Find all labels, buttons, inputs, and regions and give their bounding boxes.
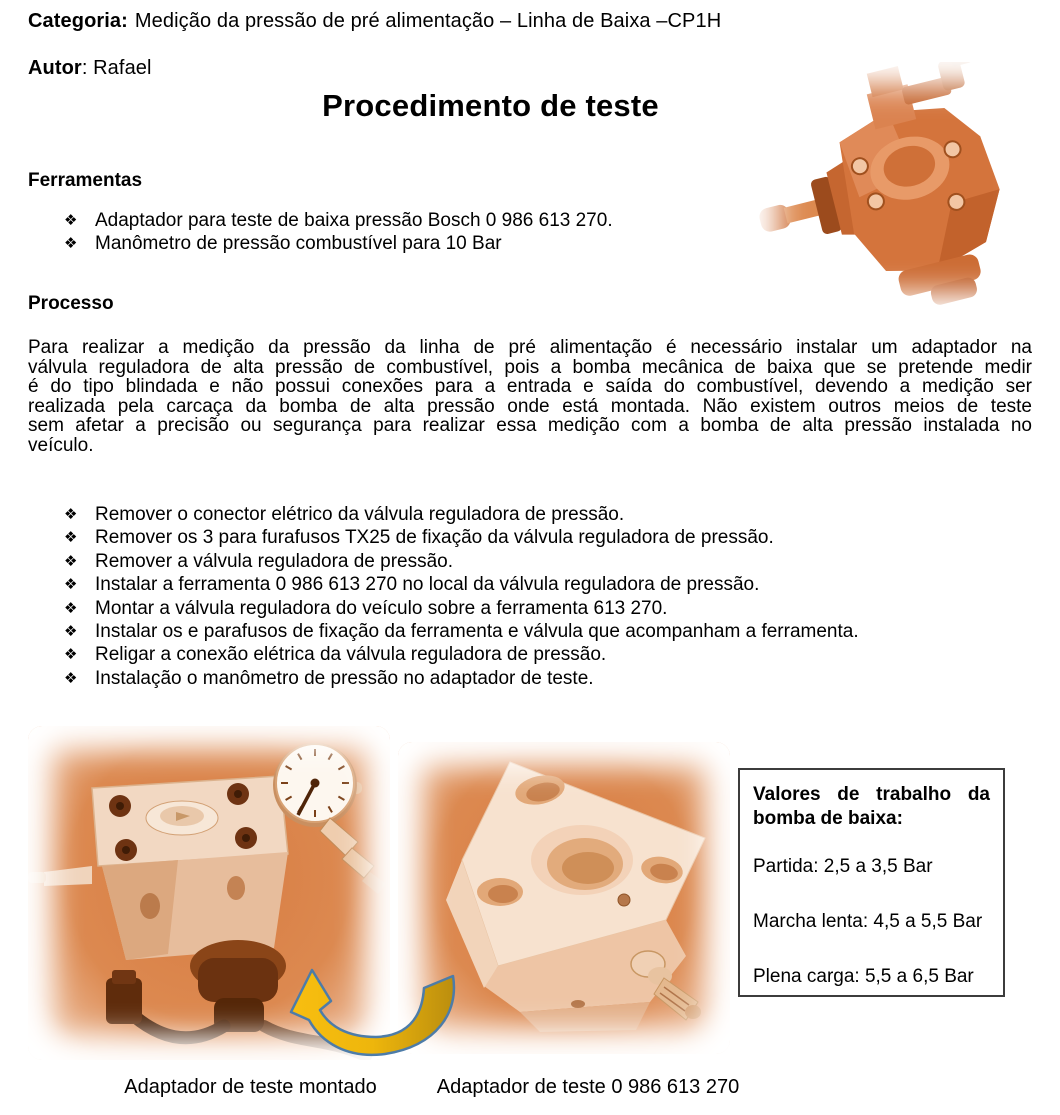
author-text: : Rafael <box>81 57 152 79</box>
category-label: Categoria: <box>28 10 128 32</box>
tools-heading: Ferramentas <box>28 170 143 191</box>
diamond-bullet-icon: ❖ <box>64 212 78 229</box>
diamond-bullet-icon: ❖ <box>64 576 78 594</box>
tools-item-text: Manômetro de pressão combustível para 10 Bar <box>95 233 502 255</box>
diamond-bullet-icon: ❖ <box>64 599 78 617</box>
high-pressure-pump-photo <box>755 62 1050 317</box>
step-list-item <box>28 503 1028 526</box>
step-item-text: Instalação o manômetro de pressão no adaptador de teste. <box>95 667 594 689</box>
step-list-item <box>28 643 1028 666</box>
values-box <box>738 768 1005 997</box>
step-item-text: Instalar a ferramenta 0 986 613 270 no local da válvula reguladora de pressão. <box>95 574 760 596</box>
step-item-text: Religar a conexão elétrica da válvula reguladora de pressão. <box>95 644 607 666</box>
step-item-text: Remover a válvula reguladora de pressão. <box>95 550 454 572</box>
diamond-bullet-icon: ❖ <box>64 235 78 253</box>
step-list-item <box>28 573 1028 596</box>
step-list-item <box>28 526 1028 549</box>
step-list-item <box>28 620 1028 643</box>
values-box-line: Plena carga: 5,5 a 6,5 Bar <box>753 966 974 987</box>
author-label: Autor <box>28 57 82 79</box>
pump-illustration <box>755 62 1050 317</box>
diamond-bullet-icon: ❖ <box>64 669 78 687</box>
category-text: Medição da pressão de pré alimentação – Linha de Baixa –CP1H <box>134 10 722 32</box>
diamond-bullet-icon: ❖ <box>64 529 78 547</box>
category-line <box>28 10 721 33</box>
step-list-item <box>28 550 1028 573</box>
diamond-bullet-icon: ❖ <box>64 552 78 570</box>
step-item-text: Remover os 3 para furafusos TX25 de fixação da válvula reguladora de pressão. <box>95 527 774 549</box>
process-heading: Processo <box>28 293 114 314</box>
right-photo-caption: Adaptador de teste 0 986 613 270 <box>436 1076 740 1098</box>
diamond-bullet-icon: ❖ <box>64 646 78 664</box>
diamond-bullet-icon: ❖ <box>64 623 78 641</box>
values-box-line: Marcha lenta: 4,5 a 5,5 Bar <box>753 911 983 932</box>
values-box-title: Valores de trabalho da bomba de baixa: <box>753 784 990 829</box>
diamond-bullet-icon: ❖ <box>64 506 78 523</box>
author-line <box>28 57 152 80</box>
step-item-text: Remover o conector elétrico da válvula reguladora de pressão. <box>95 504 625 525</box>
process-steps-list <box>28 503 1028 690</box>
values-box-line: Partida: 2,5 a 3,5 Bar <box>753 856 933 877</box>
step-list-item <box>28 597 1028 620</box>
page-title: Procedimento de teste <box>322 88 659 123</box>
values-box-lines <box>753 855 990 989</box>
step-list-item <box>28 667 1028 690</box>
process-paragraph: Para realizar a medição da pressão da linha de pré alimentação é necessário instalar um adaptador na válvula reguladora de alta pressão de combustível, pois a bomba mecânica de baixa que se pretende medir é do tipo blindada e não possui conexões para a entrada e saída do combustível, devendo a medição ser realizada pela carcaça da bomba de alta pressão onde está montada. Não existem outros meios de teste sem afetar a precisão ou segurança para realizar essa medição com a bomba de alta pressão instalada no veículo. <box>28 337 1032 456</box>
pressure-gauge <box>273 743 386 894</box>
left-photo-caption: Adaptador de teste montado <box>124 1076 377 1098</box>
step-item-text: Montar a válvula reguladora do veículo sobre a ferramenta 613 270. <box>95 597 668 619</box>
curved-arrow-icon <box>283 966 465 1058</box>
step-item-text: Instalar os e parafusos de fixação da ferramenta e válvula que acompanham a ferramenta. <box>95 621 859 643</box>
tools-item-text: Adaptador para teste de baixa pressão Bosch 0 986 613 270. <box>95 210 613 231</box>
